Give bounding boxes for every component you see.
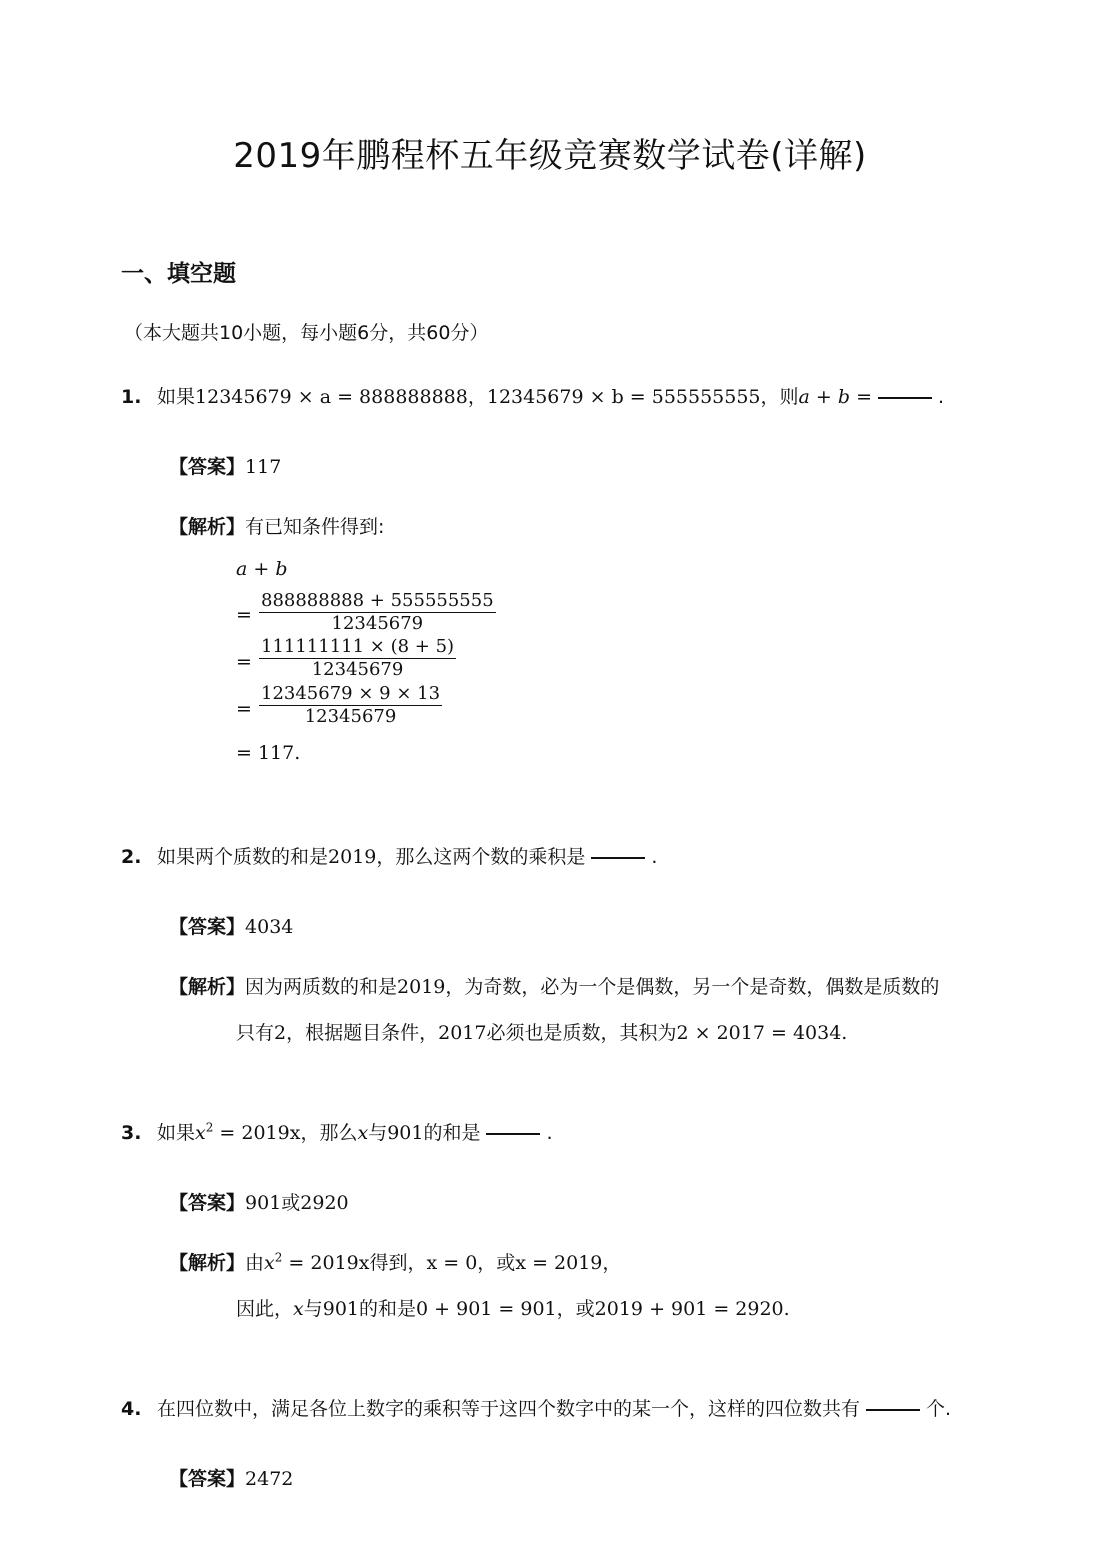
derivation-step-0: a + b (236, 558, 288, 580)
question-3: 3. 如果$x^2 = 2019x$，那么x与901的和是 . (121, 1120, 553, 1144)
analysis-2: 【解析】因为两质数的和是2019，为奇数，必为一个是偶数，另一个是奇数，偶数是质数的 (169, 976, 940, 998)
answer-blank (591, 857, 645, 859)
section-heading: 一、填空题 (121, 261, 236, 287)
fraction-1: 888888888 + 555555555 12345679 (261, 590, 494, 634)
analysis-3-line-2: 因此，x与901的和是0 + 901 = 901，或2019 + 901 = 2920. (236, 1298, 790, 1320)
question-4: 4. 在四位数中，满足各位上数字的乘积等于这四个数字中的某一个，这样的四位数共有 个. (121, 1398, 952, 1420)
analysis-2-line-2: 只有2，根据题目条件，2017必须也是质数，其积为2 × 2017 = 4034. (236, 1022, 848, 1044)
question-number: 4. (121, 1398, 142, 1420)
question-number: 2. (121, 846, 142, 868)
answer-1: 【答案】117 (169, 456, 282, 478)
section-note: （本大题共10小题，每小题6分，共60分） (124, 322, 489, 344)
derivation-final: = 117. (236, 742, 301, 764)
fraction-3: 12345679 × 9 × 13 12345679 (261, 683, 441, 727)
eq-sign-2: = (236, 651, 252, 673)
answer-blank (866, 1409, 920, 1411)
analysis-3: 【解析】由$x^2 = 2019x$得到，x = 0，或x = 2019， (169, 1250, 622, 1274)
fraction-2: 111111111 × (8 + 5) 12345679 (261, 636, 455, 680)
analysis-1: 【解析】有已知条件得到: (169, 516, 385, 538)
question-number: 3. (121, 1122, 142, 1144)
answer-2: 【答案】4034 (169, 916, 294, 938)
question-number: 1. (121, 386, 142, 408)
answer-3: 【答案】901或2920 (169, 1192, 349, 1214)
question-1: 1. 如果12345679 × a = 888888888，12345679 × b = 555555555，则a + b = . (121, 386, 945, 408)
page-title: 2019年鹏程杯五年级竞赛数学试卷(详解) (233, 136, 867, 176)
eq-sign-1: = (236, 604, 252, 626)
answer-blank (486, 1133, 540, 1135)
answer-blank (878, 397, 932, 399)
question-2: 2. 如果两个质数的和是2019，那么这两个数的乘积是 . (121, 846, 658, 868)
answer-4: 【答案】2472 (169, 1468, 294, 1490)
eq-sign-3: = (236, 698, 252, 720)
